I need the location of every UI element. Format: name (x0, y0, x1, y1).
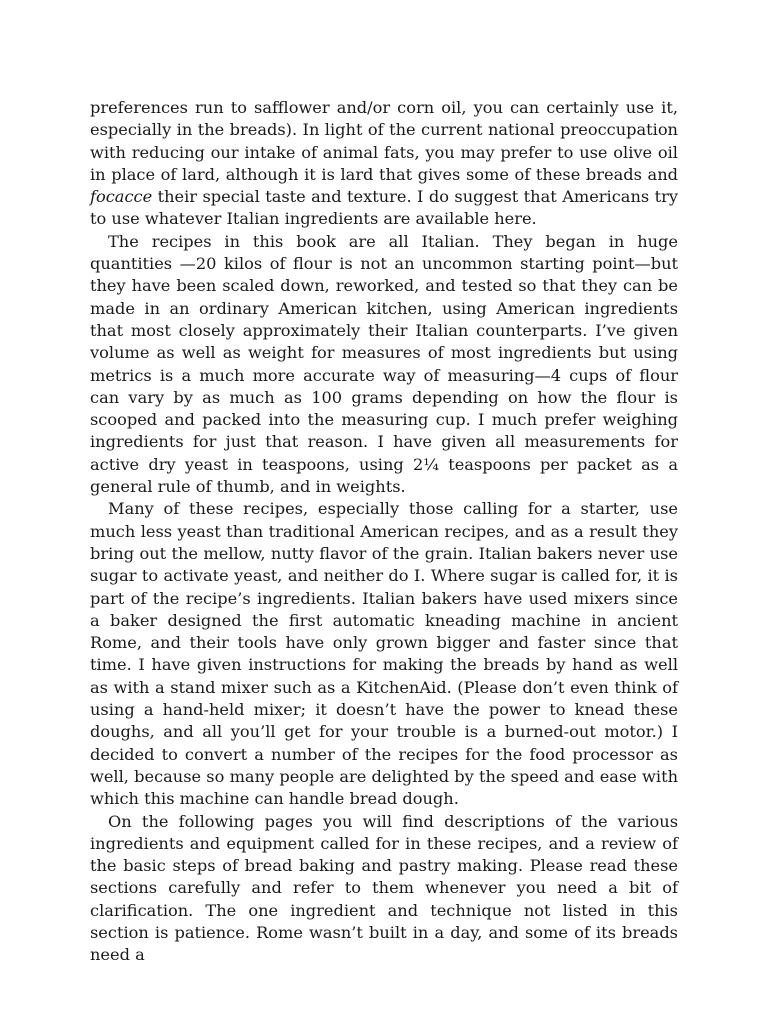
paragraph-2: The recipes in this book are all Italian. They began in huge quantities —20 kilos of flour is not an uncommon starting point—but they have been scaled down, reworked, and tested so that they can be made in an ordinary American kitchen, using American ingredients that most closely approximately their Italian counterparts. I’ve given volume as well as weight for measures of most ingredients but using metrics is a much more accurate way of measuring—4 cups of flour can vary by as much as 100 grams depending on how the flour is scooped and packed into the measuring cup. I much prefer weighing ingredients for just that reason. I have given all measurements for active dry yeast in teaspoons, using 2¼ teaspoons per packet as a general rule of thumb, and in weights. (90, 231, 678, 497)
paragraph-1 (90, 97, 678, 231)
paragraph-3: Many of these recipes, especially those calling for a starter, use much less yeast than traditional American recipes, and as a result they bring out the mellow, nutty flavor of the grain. Italian bakers never use sugar to activate yeast, and neither do I. Where sugar is called for, it is part of the recipe’s ingredients. Italian bakers have used mixers since a baker designed the first automatic kneading machine in ancient Rome, and their tools have only grown bigger and faster since that time. I have given instructions for making the breads by hand as well as with a stand mixer such as a KitchenAid. (Please don’t even think of using a hand-held mixer; it doesn’t have the power to knead these doughs, and all you’ll get for your trouble is a burned-out motor.) I decided to convert a number of the recipes for the food processor as well, because so many people are delighted by the speed and ease with which this machine can handle bread dough. (90, 499, 678, 809)
paragraph-4: On the following pages you will find descriptions of the various ingredients and equipment called for in these recipes, and a review of the basic steps of bread baking and pastry making. Please read these sections carefully and refer to them whenever you need a bit of clarification. The one ingredient and technique not listed in this section is patience. Rome wasn’t built in a day, and some of its breads need a (90, 811, 678, 965)
page-body (90, 97, 678, 967)
paragraph-1-text-b: their special taste and texture. I do suggest that Americans try to use whatever Italian ingredients are available here. (90, 187, 678, 229)
paragraph-1-italic-focacce: focacce (90, 187, 153, 207)
paragraph-1-text-a: preferences run to safflower and/or corn oil, you can certainly use it, especially in the breads). In light of the current national preoccupation with reducing our intake of animal fats, you may prefer to use olive oil in place of lard, although it is lard that gives some of these breads and (90, 98, 678, 184)
